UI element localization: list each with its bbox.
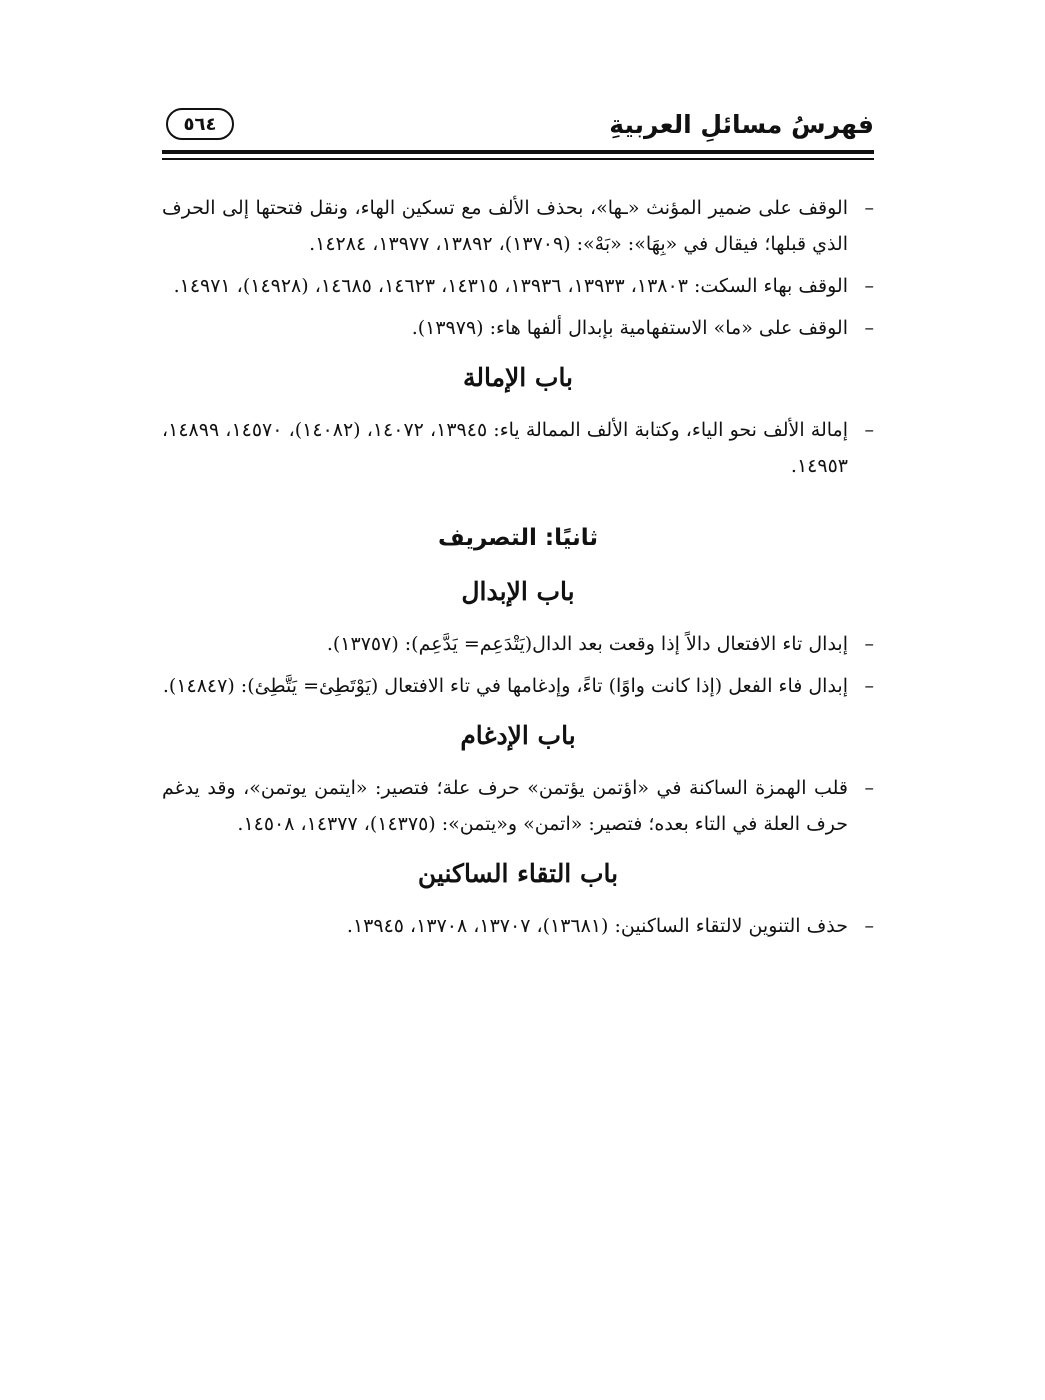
section-heading-iltiqa: باب التقاء الساكنين bbox=[417, 859, 619, 888]
entry-dash: – bbox=[864, 915, 874, 937]
entry-text: قلب الهمزة الساكنة في «اؤتمن يؤتمن» حرف علة؛ فتصير: «ايتمن يوتمن»، وقد يدغم حرف العلة في التاء بعده؛ فتصير: «اتمن» و«يتمن»: (١٤٣٧٥)، ١٤٣٧٧، ١٤٥٠٨. bbox=[162, 777, 848, 835]
entry-dash: – bbox=[864, 197, 874, 219]
header-rule-thin bbox=[162, 158, 874, 160]
entry-text: الوقف على ضمير المؤنث «ـها»، بحذف الألف مع تسكين الهاء، ونقل فتحتها إلى الحرف الذي قبلها؛ فيقال في «بِهَا»: «بَهْ»: (١٣٧٠٩)، ١٣٨٩٢، ١٣٩٧٧، ١٤٢٨٤. bbox=[162, 197, 848, 255]
index-entry bbox=[162, 626, 874, 662]
entry-text: إمالة الألف نحو الياء، وكتابة الألف الممالة ياء: ١٣٩٤٥، ١٤٠٧٢، (١٤٠٨٢)، ١٤٥٧٠، ١٤٨٩٩، ١٤٩٥٣. bbox=[162, 419, 848, 477]
entry-dash: – bbox=[864, 633, 874, 655]
page-header bbox=[162, 104, 874, 168]
index-entry bbox=[162, 908, 874, 944]
entry-dash: – bbox=[864, 777, 874, 799]
running-title: فهرسُ مسائلِ العربيةِ bbox=[609, 110, 874, 139]
section-heading-ibdal: باب الإبدال bbox=[461, 577, 575, 606]
entry-text: إبدال فاء الفعل (إذا كانت واوًا) تاءً، وإدغامها في تاء الافتعال (يَوْتَطِئ= يَتَّطِئ): (١٤٨٤٧). bbox=[162, 675, 848, 697]
page-number-badge: ٥٦٤ bbox=[166, 108, 234, 140]
index-entry bbox=[162, 770, 874, 842]
header-rule-thick bbox=[162, 150, 874, 154]
index-entry bbox=[162, 190, 874, 262]
entry-dash: – bbox=[864, 317, 874, 339]
index-entry bbox=[162, 668, 874, 704]
index-entry bbox=[162, 268, 874, 304]
entry-dash: – bbox=[864, 275, 874, 297]
entry-dash: – bbox=[864, 419, 874, 441]
entry-text: حذف التنوين لالتقاء الساكنين: (١٣٦٨١)، ١٣٧٠٧، ١٣٧٠٨، ١٣٩٤٥. bbox=[346, 915, 848, 937]
entry-text: الوقف بهاء السكت: ١٣٨٠٣، ١٣٩٣٣، ١٣٩٣٦، ١٤٣١٥، ١٤٦٢٣، ١٤٦٨٥، (١٤٩٢٨)، ١٤٩٧١. bbox=[173, 275, 848, 297]
entry-text: الوقف على «ما» الاستفهامية بإبدال ألفها هاء: (١٣٩٧٩). bbox=[411, 317, 848, 339]
section-heading-idgham: باب الإدغام bbox=[460, 721, 576, 750]
entry-dash: – bbox=[864, 675, 874, 697]
index-entry bbox=[162, 310, 874, 346]
section-heading-imala: باب الإمالة bbox=[462, 363, 574, 392]
part-heading-tasrif: ثانيًا: التصريف bbox=[437, 525, 599, 551]
entry-text: إبدال تاء الافتعال دالاً إذا وقعت بعد الدال(يَتْدَعِم= يَدَّعِم): (١٣٧٥٧). bbox=[326, 633, 848, 655]
index-content bbox=[162, 190, 874, 950]
index-entry bbox=[162, 412, 874, 484]
